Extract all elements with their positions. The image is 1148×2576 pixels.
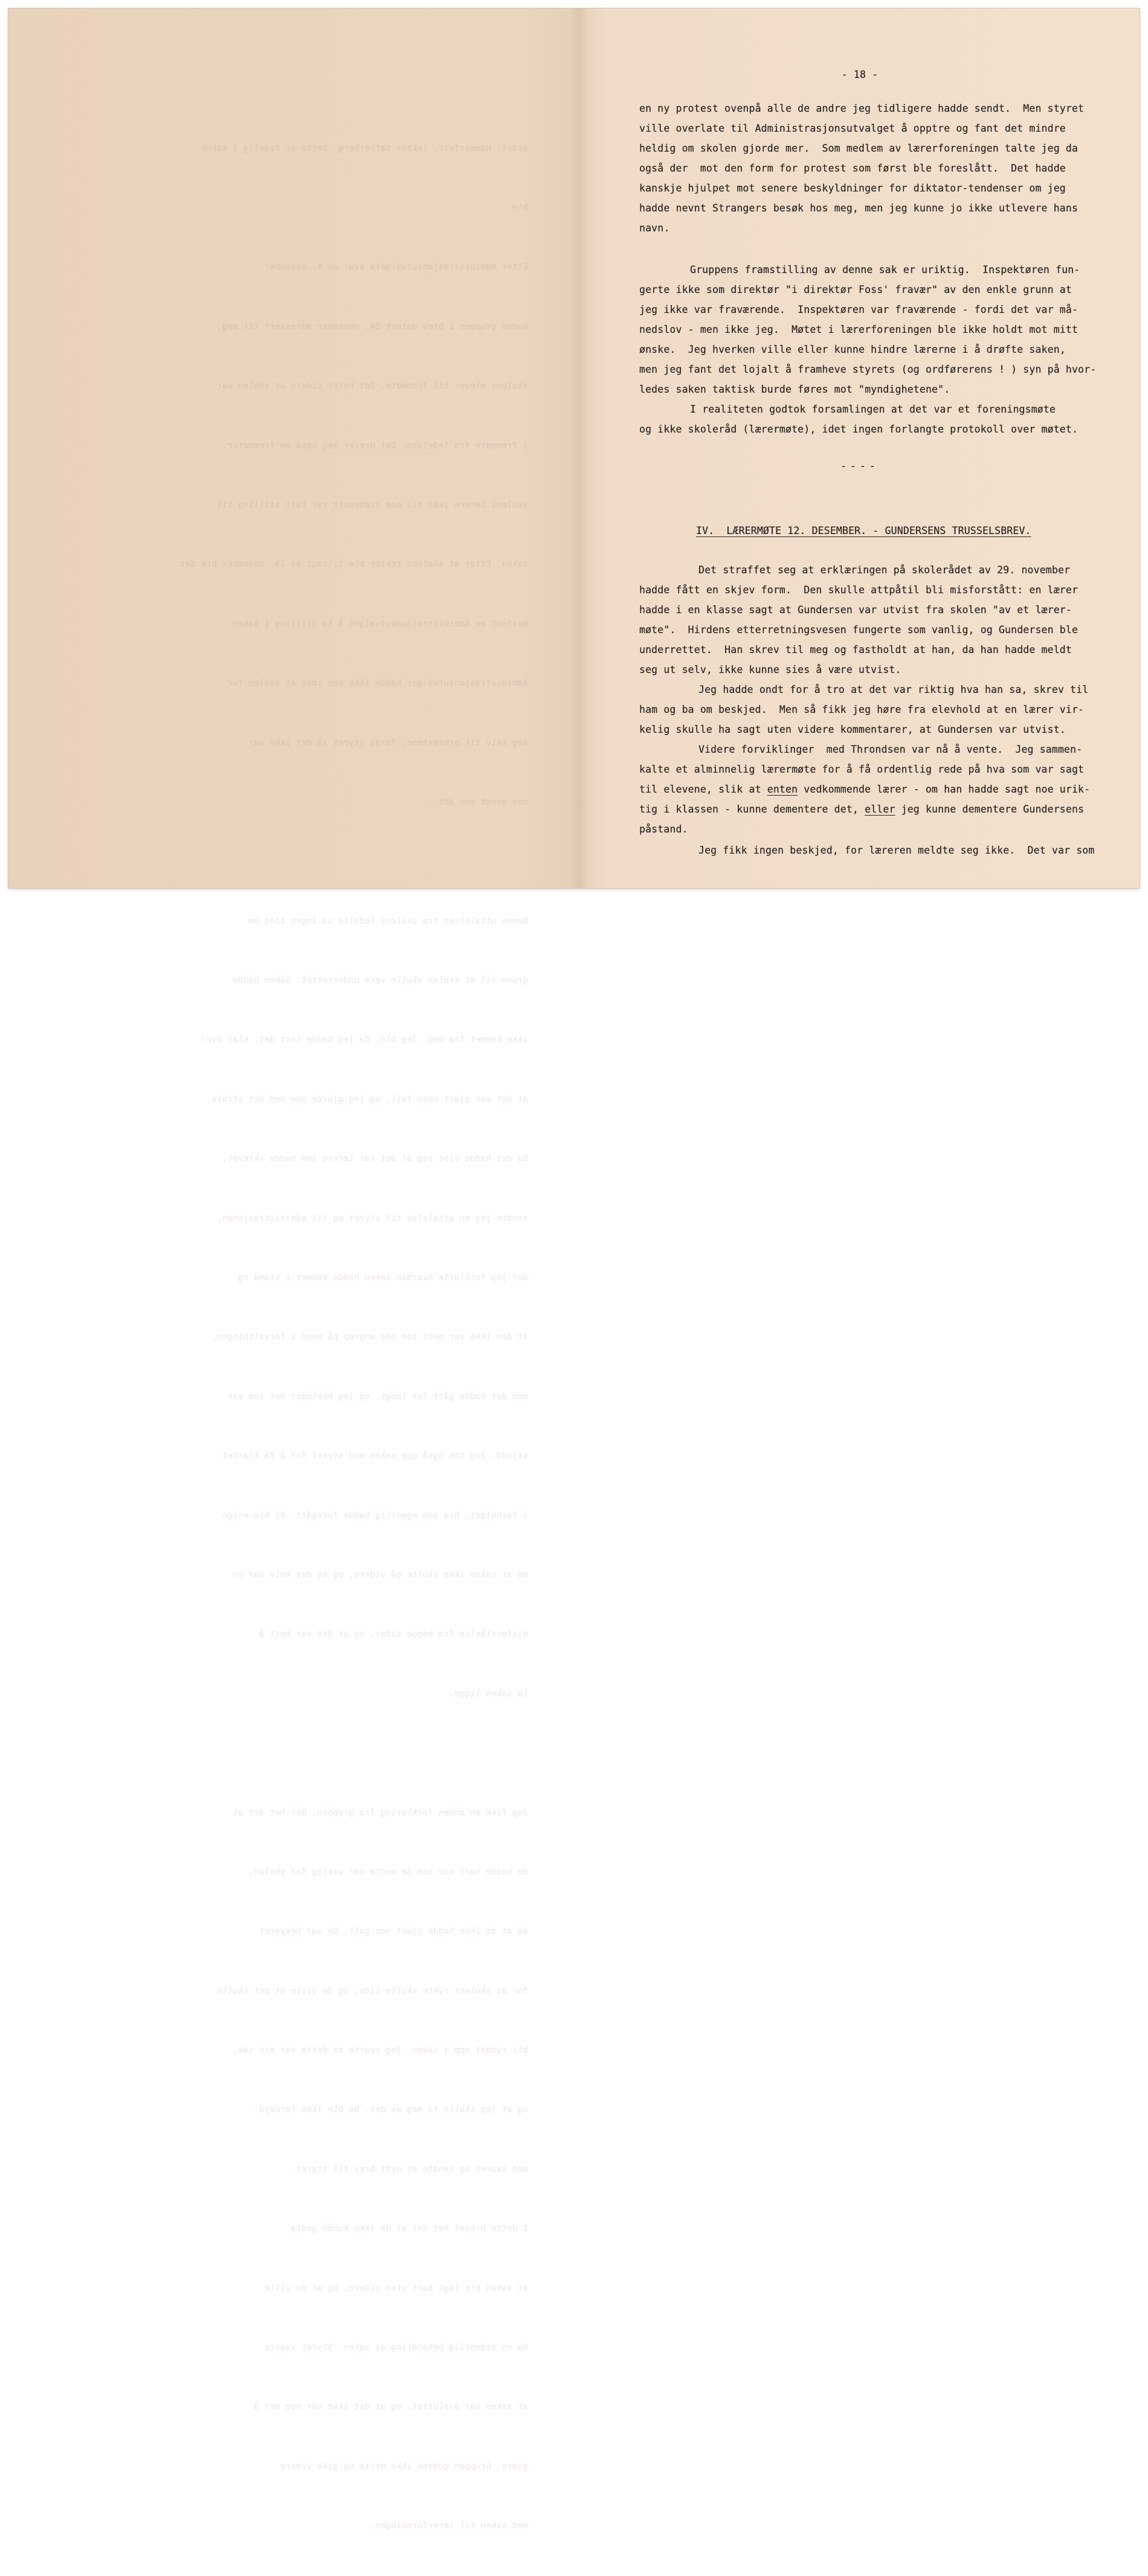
text-line: gerte ikke som direktør "i direktør Foss' fravær" av den enkle grunn at: [639, 284, 1072, 295]
text-line: kalte et alminnelig lærermøte for å få ordentlig rede på hva som var sagt: [639, 764, 1085, 775]
bleed-line: i forholdet, hva som egentlig hadde foregått. Vi ble enige: [222, 1510, 528, 1521]
page-number: - 18 -: [841, 69, 879, 80]
text-line: jeg ikke var fraværende. Inspektøren var fraværende - fordi det var må-: [639, 304, 1079, 315]
text-line: navn.: [639, 222, 670, 234]
bleed-line: Etter Administrasjonsutvalgets svar av 4. desember: [264, 262, 528, 272]
bleed-line: skolens elever til fremmøte. Det heter videre at skolen var: [216, 381, 528, 391]
bleed-line: Administrasjonsutvalget hadde ikke noe imot at skolen for: [227, 678, 528, 689]
bleed-line: gjøre. Gruppen godtok ikke dette og gikk videre: [280, 2461, 528, 2471]
text-segment: vedkommende lærer - om han hadde sagt noe urik-: [798, 784, 1091, 795]
bleed-line: at det var gjort noen feil, og jeg gjorde noe med det straks.: [206, 1094, 528, 1104]
bleed-line: for at skolens rykte skulle lide, og de ville at det skulle: [216, 1986, 528, 1996]
bleed-line: men det hadde gått for langt, og jeg beklaget det som var: [227, 1391, 528, 1402]
text-line: seg ut selv, ikke kunne sies å være utvist.: [639, 664, 901, 675]
text-line: Gruppens framstilling av denne sak er uriktig. Inspektøren fun-: [690, 264, 1080, 275]
bleed-line: I dette brevet het det at de ikke kunne godta: [291, 2224, 528, 2234]
bleed-line: Jeg fikk en annen forklaring fra gruppen. Der het det at: [233, 1808, 528, 1818]
bleed-line: og at de ikke hadde gjort noe galt. De var bekymret: [259, 1927, 528, 1937]
text-line: Jeg hadde ondt for å tro at det var riktig hva han sa, skrev til: [698, 684, 1089, 695]
text-line: møte". Hirdens etterretningsvesen fungerte som vanlig, og Gundersen ble: [639, 624, 1079, 636]
bleed-line: Da det hadde vist seg at det var lærere som hadde skrevet,: [222, 1154, 528, 1164]
bleed-line: grunn til at skolen skulle være underrettet. Saken hadde: [233, 976, 528, 986]
text-line: og ikke skoleråd (lærermøte), idet ingen forlangte protokoll over møtet.: [639, 423, 1079, 435]
text-line: underrettet. Han skrev til meg og fastholdt at han, da han hadde meldt: [639, 644, 1072, 655]
text-line: nedslov - men ikke jeg. Møtet i lærerforeningen ble ikke holdt mot mitt: [639, 324, 1079, 335]
text-line: en ny protest ovenpå alle de andre jeg tidligere hadde sendt. Men styret: [639, 103, 1085, 114]
bleed-line: noe annet enn det.: [433, 797, 528, 807]
bleed-line: la saken ligge.: [449, 1689, 528, 1699]
text-line: I realiteten godtok forsamlingen at det var et foreningsmøte: [690, 404, 1056, 415]
bleed-line: bestemt av Administrasjonsutvalget å ta stilling i saken.: [227, 619, 528, 629]
text-line: ham og ba om beskjed. Men så fikk jeg høre fra elevhold at en lærer vir-: [639, 704, 1085, 715]
bleed-line: at saken var avsluttet, og at det ikke var noe mer å: [254, 2402, 528, 2412]
text-line: kanskje hjulpet mot senere beskyldninger for diktator-tendenser om jeg: [639, 182, 1066, 194]
bleed-through-text: [51, 99, 528, 2576]
document-spread: [8, 8, 1140, 2531]
text-line: ville overlate til Administrasjonsutvalget å opptre og fant det mindre: [639, 123, 1066, 134]
bleed-line: ordet. Hammerfest, lektor Sætherberg. Dette er tydelig i saken: [201, 143, 528, 153]
right-page: [580, 8, 1140, 888]
bleed-line: at den ikke var ment som noe angrep på noen i forvaltningen,: [211, 1332, 528, 1342]
text-line: også der mot den form for protest som først ble foreslått. Det hadde: [639, 163, 1066, 174]
underlined-word: enten: [767, 784, 798, 795]
bleed-line: ble.: [507, 202, 528, 213]
bleed-line: der jeg forklarte hvordan saken hadde kommet i stand og: [237, 1273, 528, 1283]
text-line: kelig skulle ha sagt uten videre kommentarer, at Gundersen var utvist.: [639, 724, 1066, 735]
text-line: hadde fått en skjev form. Den skulle attpåtil bli misforstått: en lærer: [639, 584, 1079, 596]
bleed-line: med saken til lærerforeningen.: [370, 2521, 528, 2531]
text-line: Jeg fikk ingen beskjed, for læreren meldte seg ikke. Det var som: [698, 845, 1095, 856]
left-page: [8, 8, 580, 2531]
bleed-line: misforståelse fra begge sider, og at det var best å: [259, 1629, 528, 1640]
text-segment: jeg kunne dementere Gundersens: [895, 803, 1085, 815]
section-heading: IV. LÆRERMØTE 12. DESEMBER. - GUNDERSENS TRUSSELSBREV.: [696, 525, 1031, 536]
bleed-line: at saken ble lagt bort uten videre, og at de ville: [264, 2283, 528, 2293]
text-line: hadde nevnt Strangers besøk hos meg, men jeg kunne jo ikke utlevere hans: [639, 202, 1079, 214]
bleed-line: om at saken ikke skulle gå videre, og at det hele var en: [233, 1570, 528, 1580]
text-line: Det straffet seg at erklæringen på skolerådet av 29. november: [698, 564, 1071, 576]
bleed-line: med svaret og sendte et nytt brev til styret.: [291, 2164, 528, 2174]
bleed-line: ha en ordentlig behandling av saken. Styret svarte: [264, 2343, 528, 2353]
section-separator: ----: [840, 460, 879, 472]
bleed-line: skolens lærere ikke til noe tidspunkt var tatt stilling til: [216, 500, 528, 510]
text-line: ønske. Jeg hverken ville eller kunne hindre lærerne i å drøfte saken,: [639, 344, 1066, 355]
text-line: ledes saken taktisk burde føres mot "myndighetene".: [639, 384, 950, 395]
text-line: [639, 784, 1090, 795]
text-segment: til elevene, slik at: [639, 784, 767, 795]
text-line: heldig om skolen gjorde mer. Som medlem av lærerforeningen talte jeg da: [639, 143, 1079, 154]
bleed-line: seg selv til protestene, fordi styret så det ikke var: [248, 738, 528, 748]
bleed-line: og at jeg skulle ta meg av det. De ble ikke fornøyd: [259, 2105, 528, 2115]
bleed-line: i fremmøte fra ledelsen. Det dreier seg også om fremmøter.: [222, 440, 528, 451]
text-line: men jeg fant det lojalt å framheve styrets (og ordførerens ! ) syn på hvor-: [639, 364, 1097, 375]
bleed-line: Denne uttalelsen fra skolens ledelse sa ingen ting om: [248, 916, 528, 926]
text-line: [639, 803, 1084, 815]
text-line: Videre forviklinger med Throndsen var nå å vente. Jeg sammen-: [698, 744, 1083, 755]
text-line: hadde i en klasse sagt at Gundersen var utvist fra skolen "av et lærer-: [639, 604, 1072, 616]
text-line: påstand.: [639, 823, 688, 835]
bleed-line: sendte jeg en uttalelse til styret og til administrasjonen,: [216, 1213, 528, 1223]
bleed-line: de hadde hørt noe som de mente var viktig for skolen,: [248, 1867, 528, 1877]
bleed-line: saken. Etter at skolens rektor ble tilsagt av 29. november ble det: [179, 559, 528, 570]
bleed-line: ikke kommet fra meg. Jeg ble, da jeg hadde lest det, klar over: [201, 1035, 528, 1045]
bleed-line: hadde gruppen i brev datert 24. november adressert til meg,: [216, 321, 528, 332]
text-segment: tig i klassen - kunne dementere det,: [639, 803, 865, 815]
bleed-line: bli ryddet opp i saken. Jeg svarte at dette var min sak,: [233, 2046, 528, 2056]
bleed-line: [51, 1744, 528, 1763]
bleed-line: [51, 852, 528, 872]
bleed-line: skjedd. Jeg tok også opp saken med styret for å få klarhet: [222, 1451, 528, 1461]
underlined-word: eller: [865, 803, 895, 815]
